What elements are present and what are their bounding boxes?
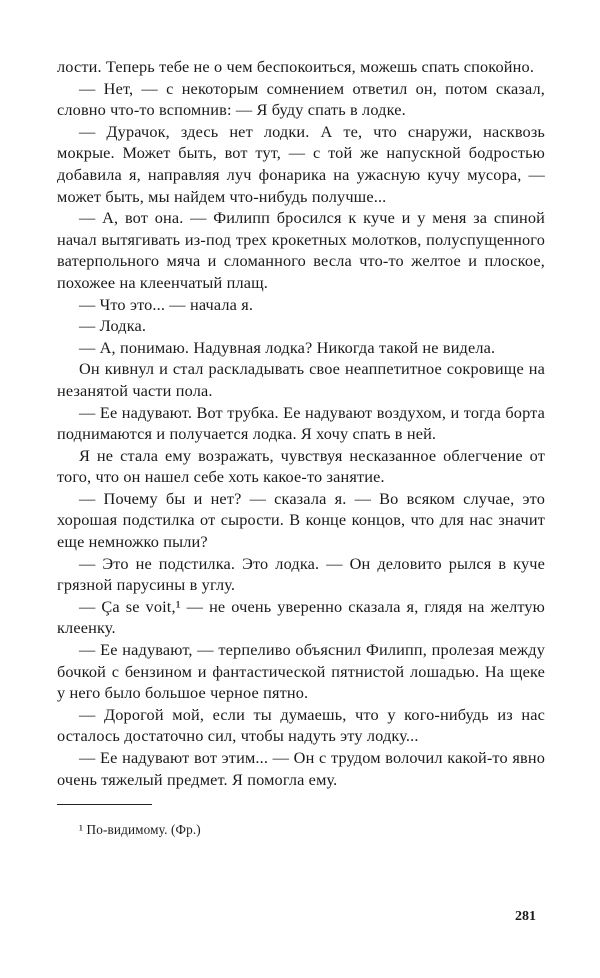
paragraph-5: — Что это... — начала я. <box>79 294 254 314</box>
paragraph-7: — А, понимаю. Надувная лодка? Никогда такой не видела. <box>79 337 496 357</box>
paragraph-6: — Лодка. <box>79 316 147 336</box>
footnote-divider <box>57 804 152 805</box>
paragraph-1: лости. Теперь тебе не о чем беспокоиться, можешь спать спокойно. <box>57 57 535 76</box>
paragraph-2: — Нет, — с некоторым сомнением ответил он, потом сказал, словно что-то вспомнив: — Я буду спать в лодке. <box>57 78 545 120</box>
book-page-text <box>57 56 545 839</box>
paragraph-9: — Ее надувают. Вот трубка. Ее надувают воздухом, и тогда борта поднимаются и получается лодка. Я хочу спать в ней. <box>57 402 545 444</box>
paragraph-4: — А, вот она. — Филипп бросился к куче и у меня за спиной начал вытягивать из-под трех крокетных молотков, полуспущенного ватерпольного мяча и сломанного весла что-то желтое и плоское, похожее на клеенчатый плащ. <box>57 208 545 292</box>
paragraph-13: — Ça se voit,¹ — не очень уверенно сказала я, глядя на желтую клеенку. <box>57 596 545 638</box>
paragraph-3: — Дурачок, здесь нет лодки. А те, что снаружи, насквозь мокрые. Может быть, вот тут, — с той же напускной бодростью добавила я, направляя луч фонарика на ужасную кучу мусора, — может быть, мы найдем что-нибудь получше... <box>57 121 545 206</box>
paragraph-10: Я не стала ему возражать, чувствуя несказанное облегчение от того, что он нашел себе хоть какое-то занятие. <box>57 445 545 487</box>
footnote: ¹ По-видимому. (Фр.) <box>79 822 201 838</box>
paragraph-16: — Ее надувают вот этим... — Он с трудом волочил какой-то явно очень тяжелый предмет. Я помогла ему. <box>57 748 545 789</box>
paragraph-14: — Ее надувают, — терпеливо объяснил Филипп, пролезая между бочкой с бензином и фантастической пятнистой лошадью. На щеке у него было большое черное пятно. <box>57 640 545 703</box>
paragraph-15: — Дорогой мой, если ты думаешь, что у кого-нибудь из нас осталось достаточно сил, чтобы надуть эту лодку... <box>57 704 545 746</box>
paragraph-11: — Почему бы и нет? — сказала я. — Во всяком случае, это хорошая подстилка от сырости. В конце концов, что для нас значит еще немножко пыли? <box>57 488 545 552</box>
paragraph-12: — Это не подстилка. Это лодка. — Он деловито рылся в куче грязной парусины в углу. <box>57 553 545 595</box>
paragraph-8: Он кивнул и стал раскладывать свое неаппетитное сокровище на незанятой части пола. <box>57 359 545 400</box>
page-number: 281 <box>515 909 536 924</box>
